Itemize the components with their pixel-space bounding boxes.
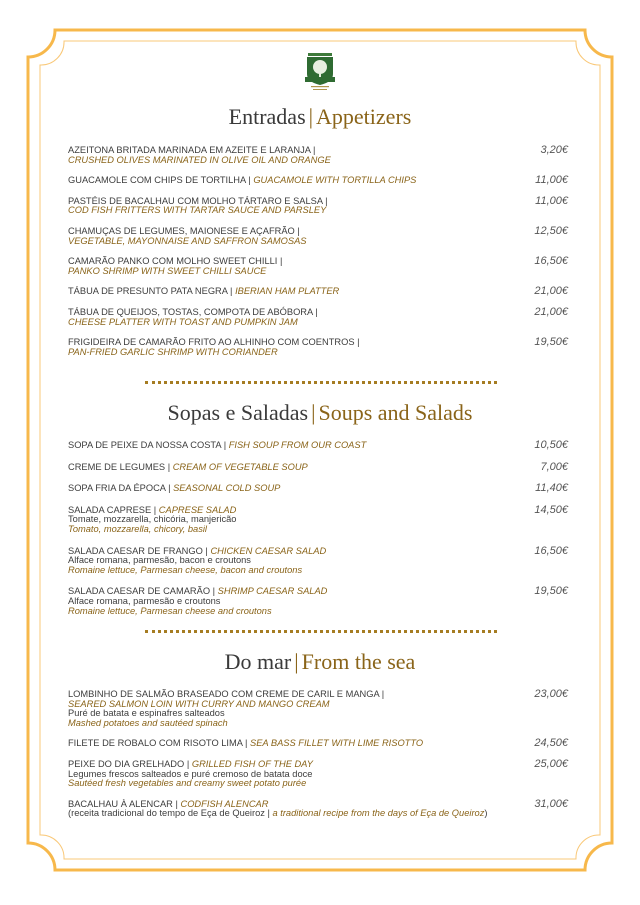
menu-item [68, 587, 568, 616]
section-title-en: Soups and Salads [318, 400, 473, 425]
item-name-en: PAN-FRIED GARLIC SHRIMP WITH CORIANDER [68, 346, 278, 357]
item-description-en: Romaine lettuce, Parmesan cheese and croutons [68, 605, 272, 616]
item-name-pt: SALADA CAPRESE | [68, 504, 157, 515]
menu-item [68, 338, 568, 357]
menu-item [68, 460, 568, 473]
item-name-en: SEA BASS FILLET WITH LIME RISOTTO [250, 738, 424, 749]
item-description-pt: Alface romana, parmesão, bacon e croutons [68, 555, 251, 566]
item-name-pt: BACALHAU À ALENCAR | [68, 798, 178, 809]
item-name-en: CHICKEN CAESAR SALAD [210, 545, 327, 556]
item-price: 16,50€ [534, 255, 568, 268]
item-price: 31,00€ [534, 797, 568, 810]
item-name-en: CHEESE PLATTER WITH TOAST AND PUMPKIN JAM [68, 316, 298, 327]
item-price: 14,50€ [534, 503, 568, 516]
dotted-divider [145, 630, 497, 633]
hotel-crest-logo [302, 50, 338, 94]
item-name-pt: SALADA CAESAR DE FRANGO | [68, 545, 208, 556]
item-name-pt: SOPA FRIA DA ÉPOCA | [68, 483, 171, 494]
menu-item [68, 441, 568, 451]
item-description-pt: Tomate, mozzarella, chicória, manjericão [68, 514, 237, 525]
item-name-en: VEGETABLE, MAYONNAISE AND SAFFRON SAMOSAS [68, 235, 307, 246]
item-name-en: COD FISH FRITTERS WITH TARTAR SAUCE AND PARSLEY [68, 205, 327, 216]
item-description-pt: Puré de batata e espinafres salteados [68, 708, 225, 719]
item-name-pt: SOPA DE PEIXE DA NOSSA COSTA | [68, 440, 227, 450]
item-description-pt: Alface romana, parmesão e croutons [68, 595, 221, 606]
title-separator: | [308, 104, 314, 129]
item-description-en: Tomato, mozzarella, chicory, basil [68, 523, 207, 534]
item-name-pt: PASTÉIS DE BACALHAU COM MOLHO TÁRTARO E SALSA | [68, 195, 328, 206]
item-description-en: Sautéed fresh vegetables and creamy sweet potato purée [68, 778, 307, 789]
menu-item [68, 305, 568, 327]
menu-item [68, 690, 568, 728]
menu-item [68, 757, 568, 789]
item-name-pt: PEIXE DO DIA GRELHADO | [68, 758, 190, 769]
item-name-pt: AZEITONA BRITADA MARINADA EM AZEITE E LARANJA | [68, 145, 316, 155]
item-name-en: SHRIMP CAESAR SALAD [217, 586, 328, 597]
title-separator: | [294, 649, 299, 674]
item-name-en: CAPRESE SALAD [158, 504, 237, 515]
item-price: 19,50€ [534, 585, 568, 598]
item-name-en: CREAM OF VEGETABLE SOUP [172, 461, 308, 472]
item-price: 16,50€ [534, 544, 568, 557]
item-name-en: CRUSHED OLIVES MARINATED IN OLIVE OIL AND ORANGE [68, 154, 331, 165]
dotted-divider [145, 381, 497, 384]
item-price: 7,00€ [540, 460, 568, 473]
section-title-pt: Entradas [228, 104, 306, 129]
item-name-pt: FRIGIDEIRA DE CAMARÃO FRITO AO ALHINHO COM COENTROS | [68, 337, 360, 348]
section-title-soups-and-salads [0, 400, 640, 426]
menu-list-from-the-sea [68, 690, 568, 830]
item-description-en: Mashed potatoes and sautéed spinach [68, 717, 228, 728]
item-name-en: CODFISH ALENCAR [180, 798, 269, 809]
item-price: 11,00€ [535, 194, 568, 207]
item-price: 11,40€ [535, 482, 568, 495]
item-name-en: GUACAMOLE WITH TORTILLA CHIPS [253, 175, 417, 186]
item-name-pt: FILETE DE ROBALO COM RISOTO LIMA | [68, 738, 248, 749]
item-name-en: SEASONAL COLD SOUP [173, 483, 281, 494]
item-name-en: PANKO SHRIMP WITH SWEET CHILLI SAUCE [68, 265, 267, 276]
section-title-en: From the sea [301, 649, 416, 674]
item-price: 24,50€ [534, 737, 568, 750]
item-price: 21,00€ [534, 285, 568, 298]
item-price: 23,00€ [534, 688, 568, 700]
item-name-pt: TÁBUA DE PRESUNTO PATA NEGRA | [68, 286, 233, 297]
item-name-pt: LOMBINHO DE SALMÃO BRASEADO COM CREME DE CARIL E MANGA | [68, 689, 385, 699]
menu-item [68, 503, 568, 535]
item-note-end: ) [484, 808, 488, 819]
menu-item [68, 257, 568, 276]
section-title-pt: Do mar [224, 649, 292, 674]
item-name-en: SEARED SALMON LOIN WITH CURRY AND MANGO CREAM [68, 698, 330, 709]
item-price: 25,00€ [534, 757, 568, 770]
item-name-en: GRILLED FISH OF THE DAY [191, 758, 313, 769]
menu-item [68, 224, 568, 246]
section-title-from-the-sea [0, 649, 640, 675]
item-name-pt: SALADA CAESAR DE CAMARÃO | [68, 586, 216, 597]
section-title-appetizers [0, 104, 640, 130]
item-name-pt: CREME DE LEGUMES | [68, 461, 171, 472]
item-name-pt: TÁBUA DE QUEIJOS, TOSTAS, COMPOTA DE ABÓBORA | [68, 306, 318, 317]
menu-item [68, 544, 568, 576]
menu-item [68, 484, 568, 494]
item-price: 11,00€ [535, 174, 568, 187]
item-name-en: FISH SOUP FROM OUR COAST [228, 440, 367, 450]
item-price: 10,50€ [534, 439, 568, 451]
item-price: 3,20€ [540, 144, 568, 156]
section-title-pt: Sopas e Saladas [167, 400, 309, 425]
menu-item [68, 287, 568, 297]
item-description-pt: Legumes frescos salteados e puré cremoso de batata doce [68, 768, 313, 779]
item-price: 21,00€ [534, 305, 568, 318]
item-name-en: IBERIAN HAM PLATTER [235, 286, 340, 297]
menu-item [68, 739, 568, 749]
section-title-en: Appetizers [316, 104, 412, 129]
item-price: 12,50€ [534, 224, 568, 237]
menu-item [68, 146, 568, 165]
title-separator: | [311, 400, 316, 425]
item-note-en: a traditional recipe from the days of Eça de Queiroz [272, 808, 485, 819]
menu-list-appetizers [68, 146, 568, 368]
item-name-pt: GUACAMOLE COM CHIPS DE TORTILHA | [68, 175, 251, 186]
menu-item [68, 176, 568, 186]
menu-item [68, 797, 568, 819]
item-price: 19,50€ [534, 336, 568, 349]
item-name-pt: CHAMUÇAS DE LEGUMES, MAIONESE E AÇAFRÃO | [68, 225, 300, 236]
item-description-en: Romaine lettuce, Parmesan cheese, bacon and croutons [68, 564, 303, 575]
item-name-pt: CAMARÃO PANKO COM MOLHO SWEET CHILLI | [68, 256, 283, 267]
item-note [68, 809, 568, 819]
item-note-pt: (receita tradicional do tempo de Eça de Queiroz | [68, 808, 270, 819]
menu-item [68, 194, 568, 216]
menu-list-soups-and-salads [68, 441, 568, 628]
